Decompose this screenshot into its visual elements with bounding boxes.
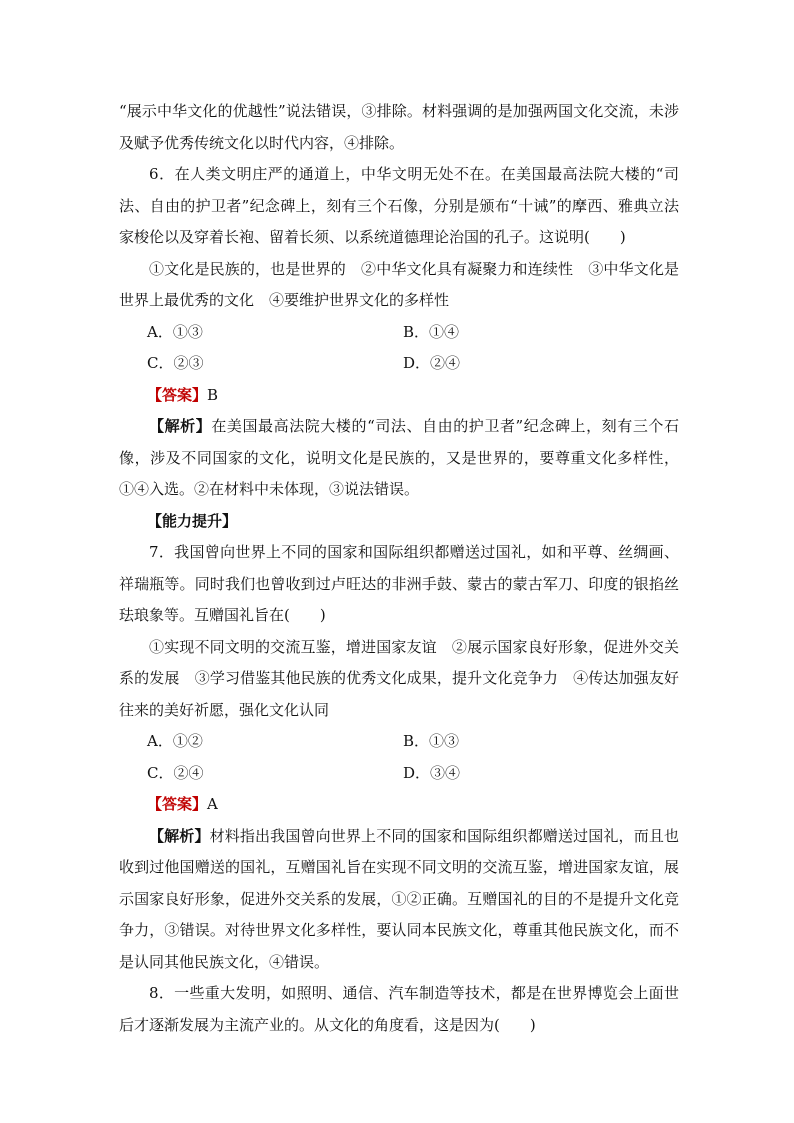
question-6-stem: 6．在人类文明庄严的通道上，中华文明无处不在。在美国最高法院大楼的“司法、自由的护卫者”纪念碑上，刻有三个石像，分别是颁布“十诫”的摩西、雅典立法家梭伦以及穿着长袍、留着长须、以系统道德理论治国的孔子。这说明( ) [119, 165, 679, 246]
question-7-option-d: D．③④ [403, 763, 461, 782]
question-6-option-c: C．②③ [147, 354, 204, 372]
question-7-option-a: A．①② [147, 732, 203, 750]
section-title: 【能力提升】 [147, 511, 238, 530]
question-7-answer [119, 789, 679, 821]
document-content [119, 96, 679, 1041]
previous-analysis-continuation: “展示中华文化的优越性”说法错误，③排除。材料强调的是加强两国文化交流，未涉及赋予优秀传统文化以时代内容，④排除。 [119, 102, 679, 152]
question-7-option-b: B．①③ [403, 732, 460, 750]
analysis-text: 材料指出我国曾向世界上不同的国家和国际组织都赠送过国礼，而且也收到过他国赠送的国礼，互赠国礼旨在实现不同文明的交流互鉴，增进国家友谊，展示国家良好形象，促进外交关系的发展，①②正确。互赠国礼的目的不是提升文化竞争力，③错误。对待世界文化多样性，要认同本民族文化，尊重其他民族文化，而不是认同其他民族文化，④错误。 [119, 826, 679, 971]
analysis-text: 在美国最高法院大楼的“司法、自由的护卫者”纪念碑上，刻有三个石像，涉及不同国家的文化，说明文化是民族的，又是世界的，要尊重文化多样性，①④入选。②在材料中未体现，③说法错误。 [119, 417, 679, 498]
question-6-option-a: A．①③ [147, 322, 203, 341]
answer-value: B [207, 385, 219, 404]
question-6-options-row-2 [119, 348, 679, 380]
question-6-option-b: B．①④ [403, 322, 460, 341]
question-6-answer [119, 380, 679, 412]
question-7-analysis [119, 821, 679, 979]
answer-tag: 【答案】 [147, 385, 208, 404]
question-6-statements: ①文化是民族的，也是世界的 ②中华文化具有凝聚力和连续性 ③中华文化是世界上最优秀的文化 ④要维护世界文化的多样性 [119, 259, 679, 309]
question-8-stem: 8．一些重大发明，如照明、通信、汽车制造等技术，都是在世界博览会上面世后才逐渐发展为主流产业的。从文化的角度看，这是因为( ) [119, 984, 679, 1034]
question-7-options-row-2 [119, 758, 679, 790]
analysis-tag: 【解析】 [149, 417, 212, 435]
question-7-stem: 7．我国曾向世界上不同的国家和国际组织都赠送过国礼，如和平尊、丝绸画、祥瑞瓶等。同时我们也曾收到过卢旺达的非洲手鼓、蒙古的蒙古军刀、印度的银掐丝珐琅象等。互赠国礼旨在( ) [119, 543, 679, 624]
question-6-analysis [119, 411, 679, 506]
question-6-option-d: D．②④ [403, 354, 461, 372]
question-7-options-row-1 [119, 726, 679, 758]
question-7-statements: ①实现不同文明的交流互鉴，增进国家友谊 ②展示国家良好形象，促进外交关系的发展 ③学习借鉴其他民族的优秀文化成果，提升文化竞争力 ④传达加强友好往来的美好祈愿，强化文化认同 [119, 637, 679, 719]
question-7-option-c: C．②④ [147, 763, 204, 782]
answer-value: A [207, 795, 218, 813]
analysis-tag: 【解析】 [149, 826, 210, 845]
question-6-options-row-1 [119, 317, 679, 349]
answer-tag: 【答案】 [147, 795, 208, 813]
